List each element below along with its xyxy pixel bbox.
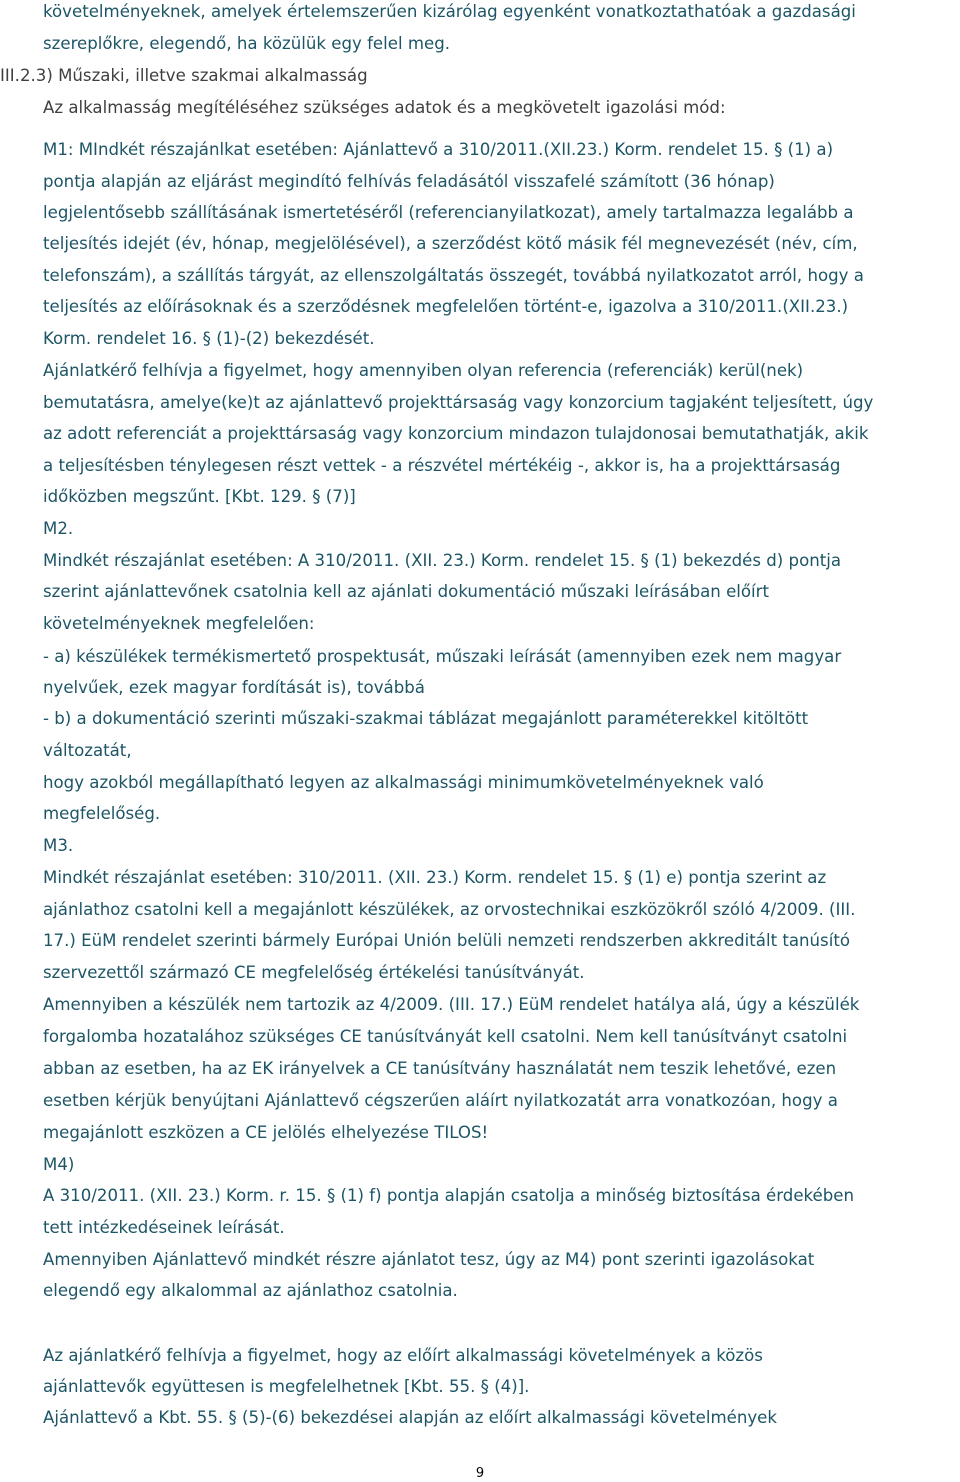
closing-line: Ajánlattevő a Kbt. 55. § (5)-(6) bekezdései alapján az előírt alkalmassági követelmények xyxy=(43,1408,778,1427)
body-line: elegendő egy alkalommal az ajánlathoz csatolnia. xyxy=(43,1281,458,1300)
body-line: követelményeknek megfelelően: xyxy=(43,614,315,633)
page-number: 9 xyxy=(475,1466,485,1481)
body-line: a teljesítésben ténylegesen részt vettek - a részvétel mértékéig -, akkor is, ha a projekttársaság xyxy=(43,456,841,475)
body-line: megfelelőség. xyxy=(43,804,161,823)
body-line: szervezettől származó CE megfelelőség értékelési tanúsítványát. xyxy=(43,963,585,982)
closing-line: Az ajánlatkérő felhívja a figyelmet, hogy az előírt alkalmassági követelmények a közös xyxy=(43,1346,763,1365)
body-line: - b) a dokumentáció szerinti műszaki-szakmai táblázat megajánlott paraméterekkel kitöltött xyxy=(43,709,809,728)
body-line: abban az esetben, ha az EK irányelvek a CE tanúsítvány használatát nem teszik lehetővé, ezen xyxy=(43,1059,837,1078)
subheading: Az alkalmasság megítéléséhez szükséges adatok és a megkövetelt igazolási mód: xyxy=(43,98,726,117)
body-line: M4) xyxy=(43,1155,75,1174)
body-line: M2. xyxy=(43,519,74,538)
intro-line: szereplőkre, elegendő, ha közülük egy felel meg. xyxy=(43,34,451,53)
body-line: forgalomba hozatalához szükséges CE tanúsítványát kell csatolni. Nem kell tanúsítványt csatolni xyxy=(43,1027,848,1046)
body-line: szerint ajánlattevőnek csatolnia kell az ajánlati dokumentáció műszaki leírásában előírt xyxy=(43,582,769,601)
body-line: 17.) EüM rendelet szerinti bármely Európai Unión belüli nemzeti rendszerben akkreditált tanúsító xyxy=(43,931,850,950)
body-line: teljesítés idejét (év, hónap, megjelölésével), a szerződést kötő másik fél megnevezését (név, cím, xyxy=(43,234,858,253)
body-line: Amennyiben Ajánlattevő mindkét részre ajánlatot tesz, úgy az M4) pont szerinti igazolásokat xyxy=(43,1250,815,1269)
body-line: az adott referenciát a projekttársaság vagy konzorcium mindazon tulajdonosai bemutathatják, akik xyxy=(43,424,869,443)
body-line: pontja alapján az eljárást megindító felhívás feladásától visszafelé számított (36 hónap) xyxy=(43,172,775,191)
body-line: Mindkét részajánlat esetében: A 310/2011. (XII. 23.) Korm. rendelet 15. § (1) bekezdés d) pontja xyxy=(43,551,842,570)
body-line: hogy azokból megállapítható legyen az alkalmassági minimumkövetelményeknek való xyxy=(43,773,764,792)
body-line: változatát, xyxy=(43,741,132,760)
closing-line: ajánlattevők együttesen is megfelelhetnek [Kbt. 55. § (4)]. xyxy=(43,1377,530,1396)
body-line: ajánlathoz csatolni kell a megajánlott készülékek, az orvostechnikai eszközökről szóló 4/2009. (III. xyxy=(43,900,856,919)
body-line: legjelentősebb szállításának ismertetéséről (referencianyilatkozat), amely tartalmazza legalább a xyxy=(43,203,854,222)
body-line: megajánlott eszközen a CE jelölés elhelyezése TILOS! xyxy=(43,1123,489,1142)
body-line: időközben megszűnt. [Kbt. 129. § (7)] xyxy=(43,487,356,506)
body-line: tett intézkedéseinek leírását. xyxy=(43,1218,285,1237)
intro-line: követelményeknek, amelyek értelemszerűen kizárólag egyenként vonatkoztathatóak a gazdasági xyxy=(43,2,856,21)
body-line: Ajánlatkérő felhívja a figyelmet, hogy amennyiben olyan referencia (referenciák) kerül(nek) xyxy=(43,361,804,380)
body-line: telefonszám), a szállítás tárgyát, az ellenszolgáltatás összegét, továbbá nyilatkozatot arról, hogy a xyxy=(43,266,864,285)
body-line: A 310/2011. (XII. 23.) Korm. r. 15. § (1) f) pontja alapján csatolja a minőség biztosítása érdekében xyxy=(43,1186,855,1205)
body-line: Amennyiben a készülék nem tartozik az 4/2009. (III. 17.) EüM rendelet hatálya alá, úgy a készülék xyxy=(43,995,860,1014)
body-line: nyelvűek, ezek magyar fordítását is), továbbá xyxy=(43,678,425,697)
body-line: M3. xyxy=(43,836,74,855)
body-line: bemutatásra, amelye(ke)t az ajánlattevő projekttársaság vagy konzorcium tagjaként teljesített, úgy xyxy=(43,393,874,412)
body-line: Mindkét részajánlat esetében: 310/2011. (XII. 23.) Korm. rendelet 15. § (1) e) pontja szerint az xyxy=(43,868,827,887)
body-line: Korm. rendelet 16. § (1)-(2) bekezdését. xyxy=(43,329,375,348)
body-line: esetben kérjük benyújtani Ajánlattevő cégszerűen aláírt nyilatkozatát arra vonatkozóan, hogy a xyxy=(43,1091,838,1110)
body-line: teljesítés az előírásoknak és a szerződésnek megfelelően történt-e, igazolva a 310/2011.(XII.23.) xyxy=(43,297,849,316)
body-line: - a) készülékek termékismertető prospektusát, műszaki leírását (amennyiben ezek nem magyar xyxy=(43,647,842,666)
m1-first-line: M1: MIndkét részajánlkat esetében: Ajánlattevő a 310/2011.(XII.23.) Korm. rendelet 15. § (1) a) xyxy=(43,140,834,159)
section-heading: III.2.3) Műszaki, illetve szakmai alkalmasság xyxy=(0,66,368,85)
